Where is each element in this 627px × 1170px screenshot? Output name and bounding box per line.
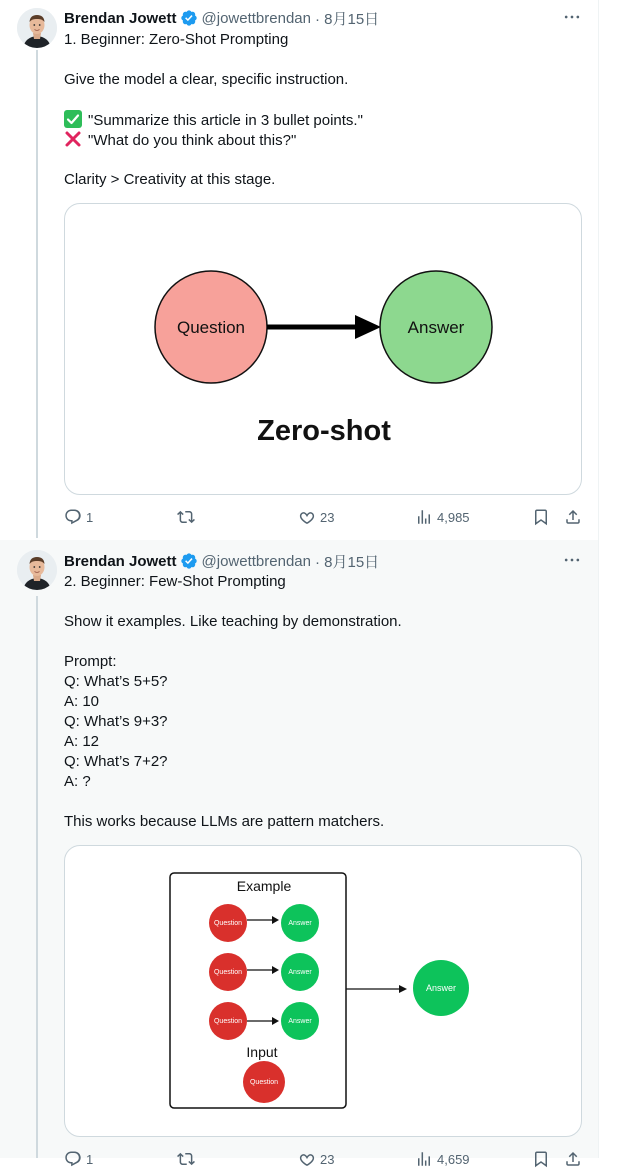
tweet-line-text: "Summarize this article in 3 bullet points." bbox=[88, 112, 363, 129]
verified-badge-icon bbox=[180, 552, 198, 570]
reply-icon bbox=[64, 1150, 82, 1168]
views-icon bbox=[415, 1150, 433, 1168]
tweet-line: Show it examples. Like teaching by demonstration. bbox=[64, 613, 402, 630]
tweet[interactable] bbox=[0, 540, 598, 1167]
tweet-date[interactable]: · 8月15日 bbox=[314, 10, 380, 28]
views-count: 4,659 bbox=[437, 1151, 470, 1167]
diagram-caption: Zero-shot bbox=[257, 415, 391, 447]
verified-badge-icon bbox=[180, 9, 198, 27]
example-answer-label: Answer bbox=[288, 1018, 312, 1025]
final-answer-label: Answer bbox=[425, 983, 457, 993]
tweet-line: Clarity > Creativity at this stage. bbox=[64, 171, 276, 188]
tweet-line: 2. Beginner: Few-Shot Prompting bbox=[64, 573, 286, 590]
share-button[interactable] bbox=[564, 1148, 582, 1170]
reply-count: 1 bbox=[86, 509, 94, 525]
like-count: 23 bbox=[320, 1151, 335, 1167]
example-question-label: Question bbox=[213, 969, 243, 976]
author-name[interactable]: Brendan Jowett bbox=[64, 552, 177, 570]
tweet-line: Prompt: bbox=[64, 653, 117, 670]
avatar[interactable] bbox=[17, 550, 57, 590]
author-handle[interactable]: @jowettbrendan bbox=[201, 552, 311, 570]
more-icon[interactable] bbox=[562, 550, 582, 570]
views-button[interactable] bbox=[415, 506, 470, 528]
media-image[interactable] bbox=[64, 203, 582, 495]
heart-icon bbox=[298, 1150, 316, 1168]
media-image[interactable] bbox=[64, 845, 582, 1137]
input-label: Input bbox=[246, 1044, 278, 1060]
question-label: Question bbox=[176, 318, 246, 337]
bookmark-button[interactable] bbox=[532, 506, 550, 528]
tweet-header bbox=[64, 7, 578, 29]
example-question-label: Question bbox=[213, 920, 243, 927]
example-answer-label: Answer bbox=[288, 969, 312, 976]
tweet-line: Give the model a clear, specific instruction. bbox=[64, 71, 349, 88]
tweet-line: Q: What’s 7+2? bbox=[64, 753, 168, 770]
bookmark-icon bbox=[532, 1150, 550, 1168]
retweet-icon bbox=[177, 1150, 195, 1168]
tweet-actions bbox=[64, 1148, 584, 1170]
tweet-date[interactable]: · 8月15日 bbox=[314, 553, 380, 571]
author-handle[interactable]: @jowettbrendan bbox=[201, 9, 311, 27]
input-question-label: Question bbox=[249, 1079, 279, 1086]
check-mark-icon bbox=[64, 110, 82, 128]
tweet-line: This works because LLMs are pattern matchers. bbox=[64, 813, 385, 830]
tweet-header bbox=[64, 550, 578, 572]
tweet-line: Q: What’s 5+5? bbox=[64, 673, 168, 690]
views-count: 4,985 bbox=[437, 509, 470, 525]
thread-line bbox=[36, 50, 38, 538]
views-button[interactable] bbox=[415, 1148, 470, 1170]
share-icon bbox=[564, 508, 582, 526]
tweet-text bbox=[64, 572, 584, 832]
example-answer-label: Answer bbox=[288, 920, 312, 927]
answer-label: Answer bbox=[407, 318, 465, 337]
example-box-title: Example bbox=[236, 878, 292, 894]
like-button[interactable] bbox=[298, 506, 334, 528]
tweet-line-text: "What do you think about this?" bbox=[88, 132, 297, 149]
share-button[interactable] bbox=[564, 506, 582, 528]
output-arrow-head bbox=[399, 985, 407, 993]
arrow-head bbox=[355, 315, 381, 339]
views-icon bbox=[415, 508, 433, 526]
thread-line bbox=[36, 596, 38, 1158]
retweet-button[interactable] bbox=[177, 506, 195, 528]
retweet-button[interactable] bbox=[177, 1148, 195, 1170]
cross-mark-icon bbox=[64, 130, 82, 148]
bookmark-button[interactable] bbox=[532, 1148, 550, 1170]
tweet-actions bbox=[64, 506, 584, 528]
share-icon bbox=[564, 1150, 582, 1168]
tweet-text bbox=[64, 30, 584, 190]
avatar[interactable] bbox=[17, 8, 57, 48]
more-icon[interactable] bbox=[562, 7, 582, 27]
heart-icon bbox=[298, 508, 316, 526]
tweet-line bbox=[64, 130, 584, 150]
tweet-line: Q: What’s 9+3? bbox=[64, 713, 168, 730]
tweet[interactable] bbox=[0, 0, 598, 540]
reply-button[interactable] bbox=[64, 1148, 93, 1170]
tweet-line: 1. Beginner: Zero-Shot Prompting bbox=[64, 31, 289, 48]
few-shot-diagram bbox=[65, 846, 581, 1136]
zero-shot-diagram bbox=[65, 204, 581, 494]
reply-icon bbox=[64, 508, 82, 526]
reply-count: 1 bbox=[86, 1151, 94, 1167]
tweet-line bbox=[64, 110, 584, 130]
bookmark-icon bbox=[532, 508, 550, 526]
tweet-line: A: 12 bbox=[64, 733, 100, 750]
author-name[interactable]: Brendan Jowett bbox=[64, 9, 177, 27]
reply-button[interactable] bbox=[64, 506, 93, 528]
tweet-line: A: ? bbox=[64, 773, 91, 790]
example-question-label: Question bbox=[213, 1018, 243, 1025]
tweet-line: A: 10 bbox=[64, 693, 100, 710]
retweet-icon bbox=[177, 508, 195, 526]
like-count: 23 bbox=[320, 509, 335, 525]
like-button[interactable] bbox=[298, 1148, 334, 1170]
